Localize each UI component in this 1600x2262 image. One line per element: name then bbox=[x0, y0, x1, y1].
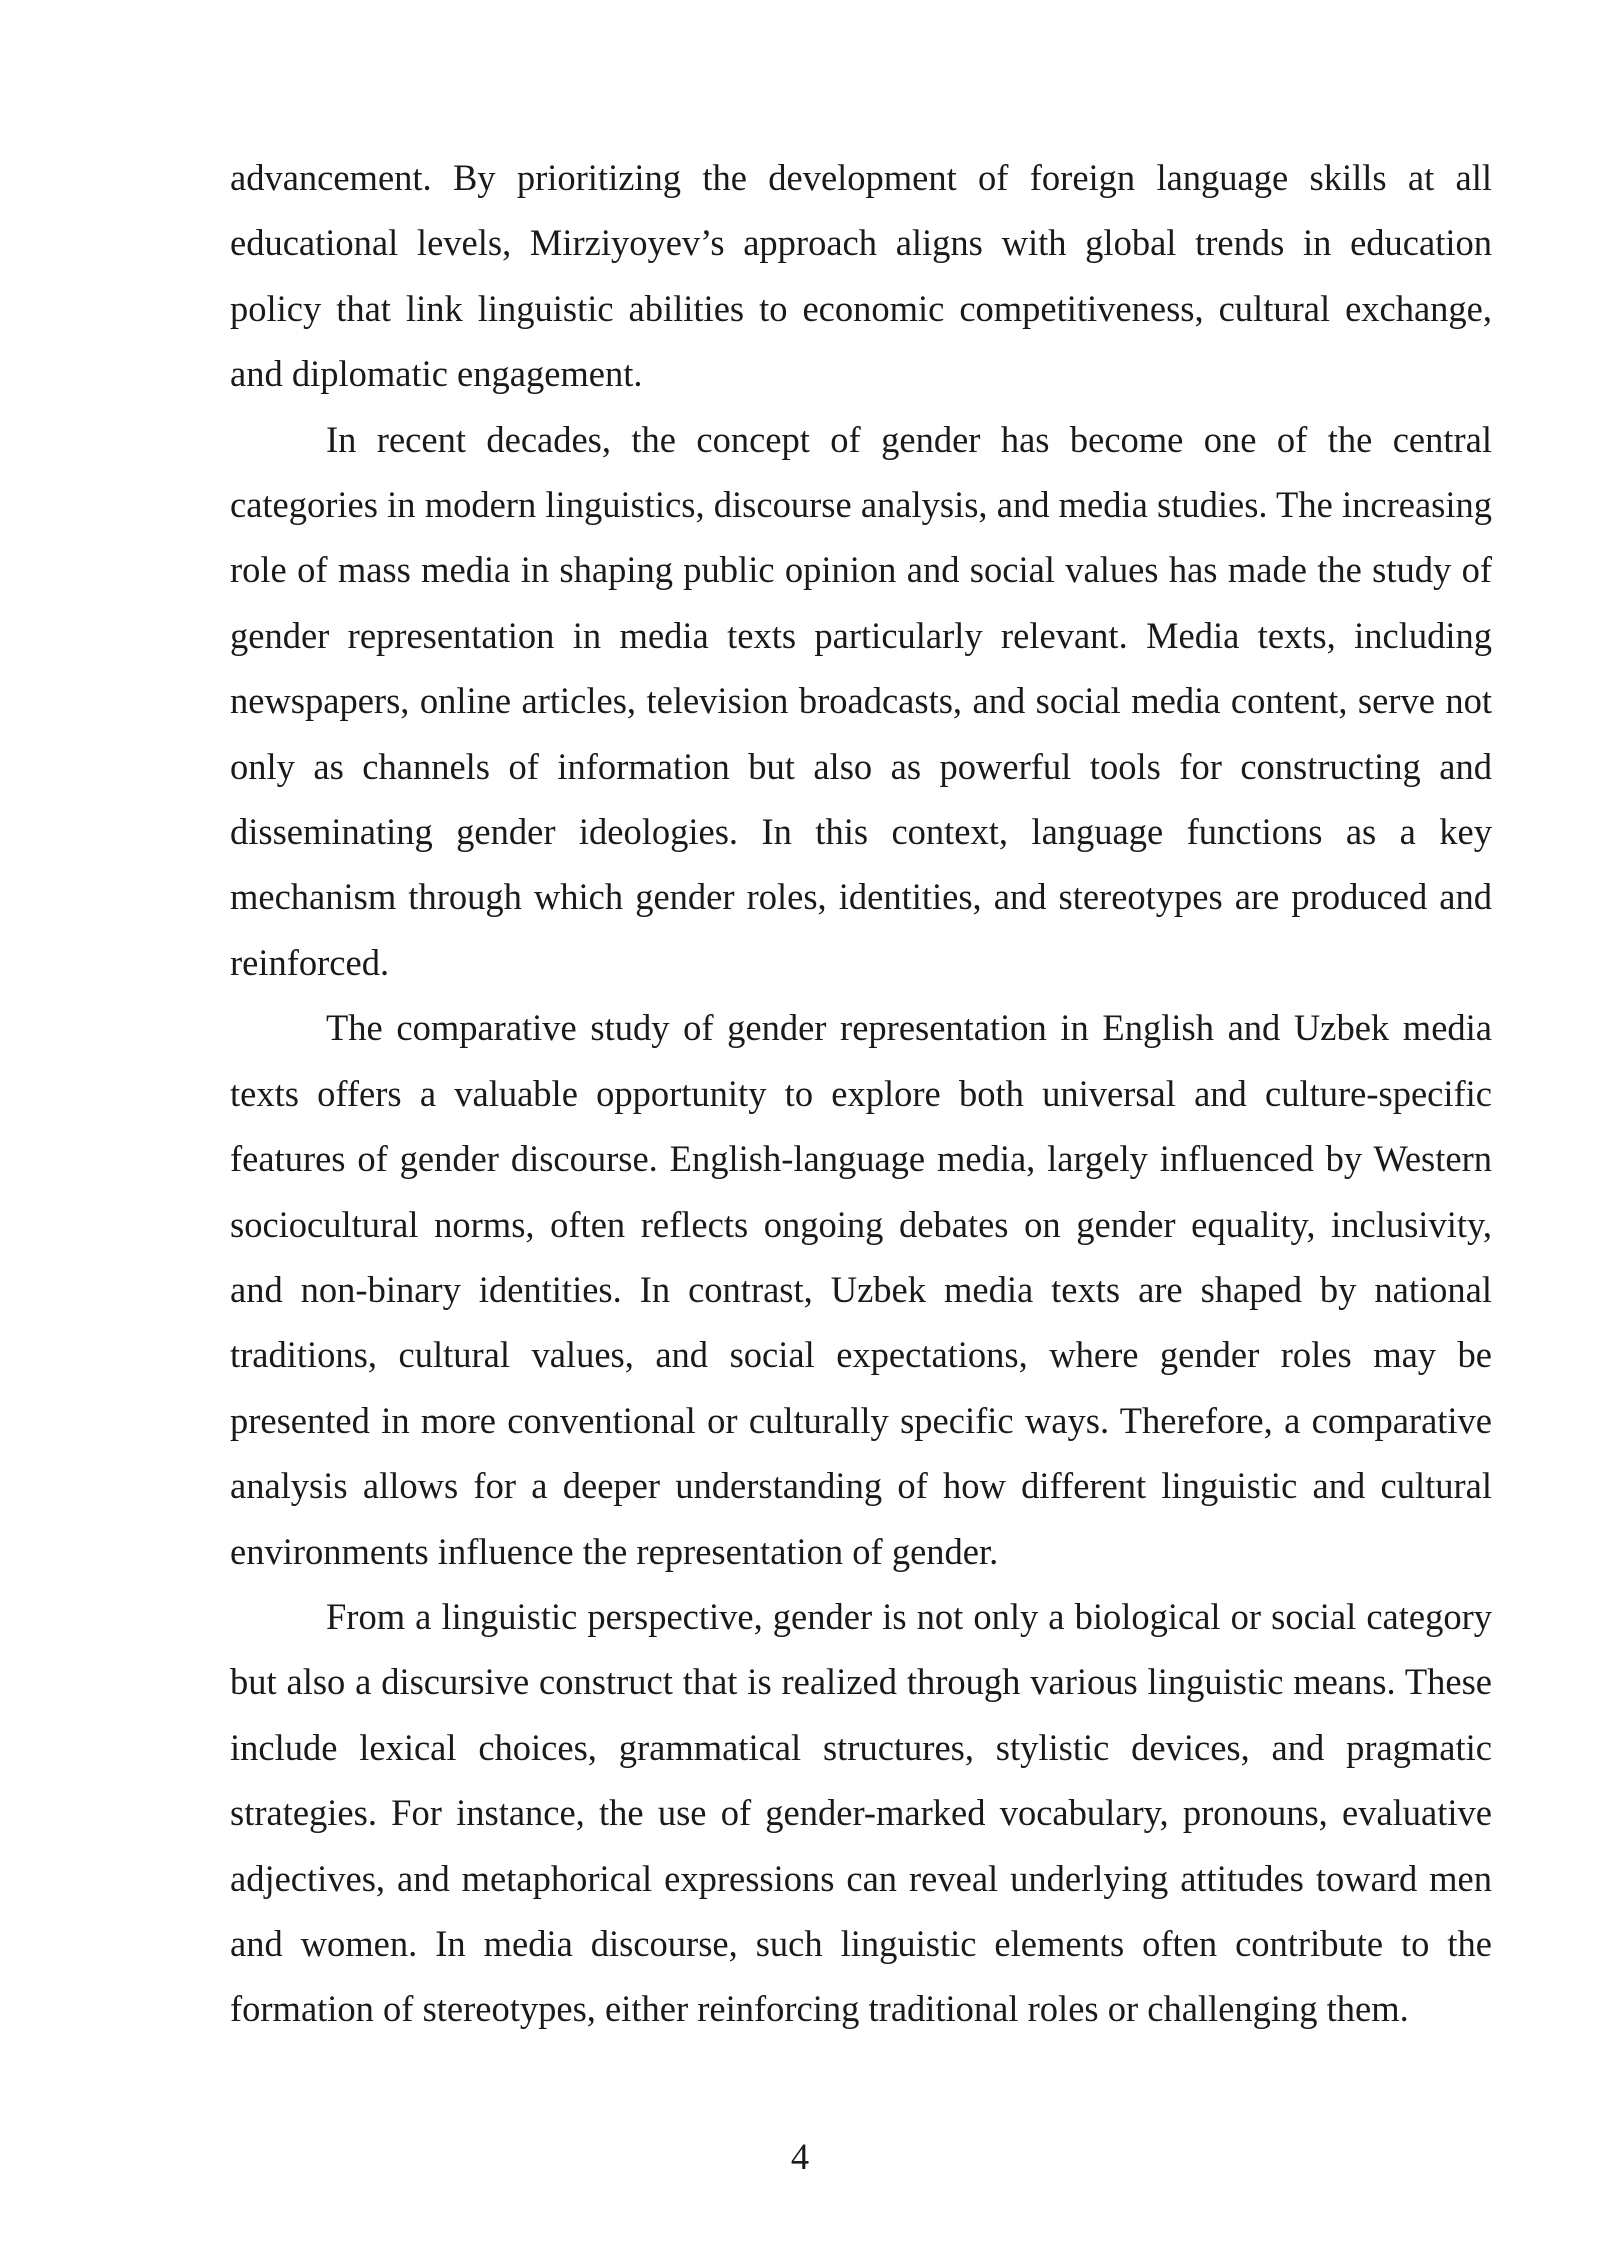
paragraph: The comparative study of gender representation in English and Uzbek media texts offers a valuable opportunity to explore both universal and culture-specific features of gender discourse. English-language media, largely influenced by Western sociocultural norms, often reflects ongoing debates on gender equality, inclusivity, and non-binary identities. In contrast, Uzbek media texts are shaped by national traditions, cultural values, and social expectations, where gender roles may be presented in more conventional or culturally specific ways. Therefore, a comparative analysis allows for a deeper understanding of how different linguistic and cultural environments influence the representation of gender. bbox=[230, 1007, 1492, 1572]
paragraph: advancement. By prioritizing the development of foreign language skills at all educational levels, Mirziyoyev’s approach aligns with global trends in education policy that link linguistic abilities to economic competitiveness, cultural exchange, and diplomatic engagement. bbox=[230, 157, 1492, 395]
page-number: 4 bbox=[790, 2136, 810, 2177]
body-text bbox=[230, 145, 1492, 2042]
paragraph: From a linguistic perspective, gender is not only a biological or social category but also a discursive construct that is realized through various linguistic means. These include lexical choices, grammatical structures, stylistic devices, and pragmatic strategies. For instance, the use of gender-marked vocabulary, pronouns, evaluative adjectives, and metaphorical expressions can reveal underlying attitudes toward men and women. In media discourse, such linguistic elements often contribute to the formation of stereotypes, either reinforcing traditional roles or challenging them. bbox=[230, 1595, 1492, 2030]
paragraph: In recent decades, the concept of gender has become one of the central categories in modern linguistics, discourse analysis, and media studies. The increasing role of mass media in shaping public opinion and social values has made the study of gender representation in media texts particularly relevant. Media texts, including newspapers, online articles, television broadcasts, and social media content, serve not only as channels of information but also as powerful tools for constructing and disseminating gender ideologies. In this context, language functions as a key mechanism through which gender roles, identities, and stereotypes are produced and reinforced. bbox=[230, 418, 1492, 983]
